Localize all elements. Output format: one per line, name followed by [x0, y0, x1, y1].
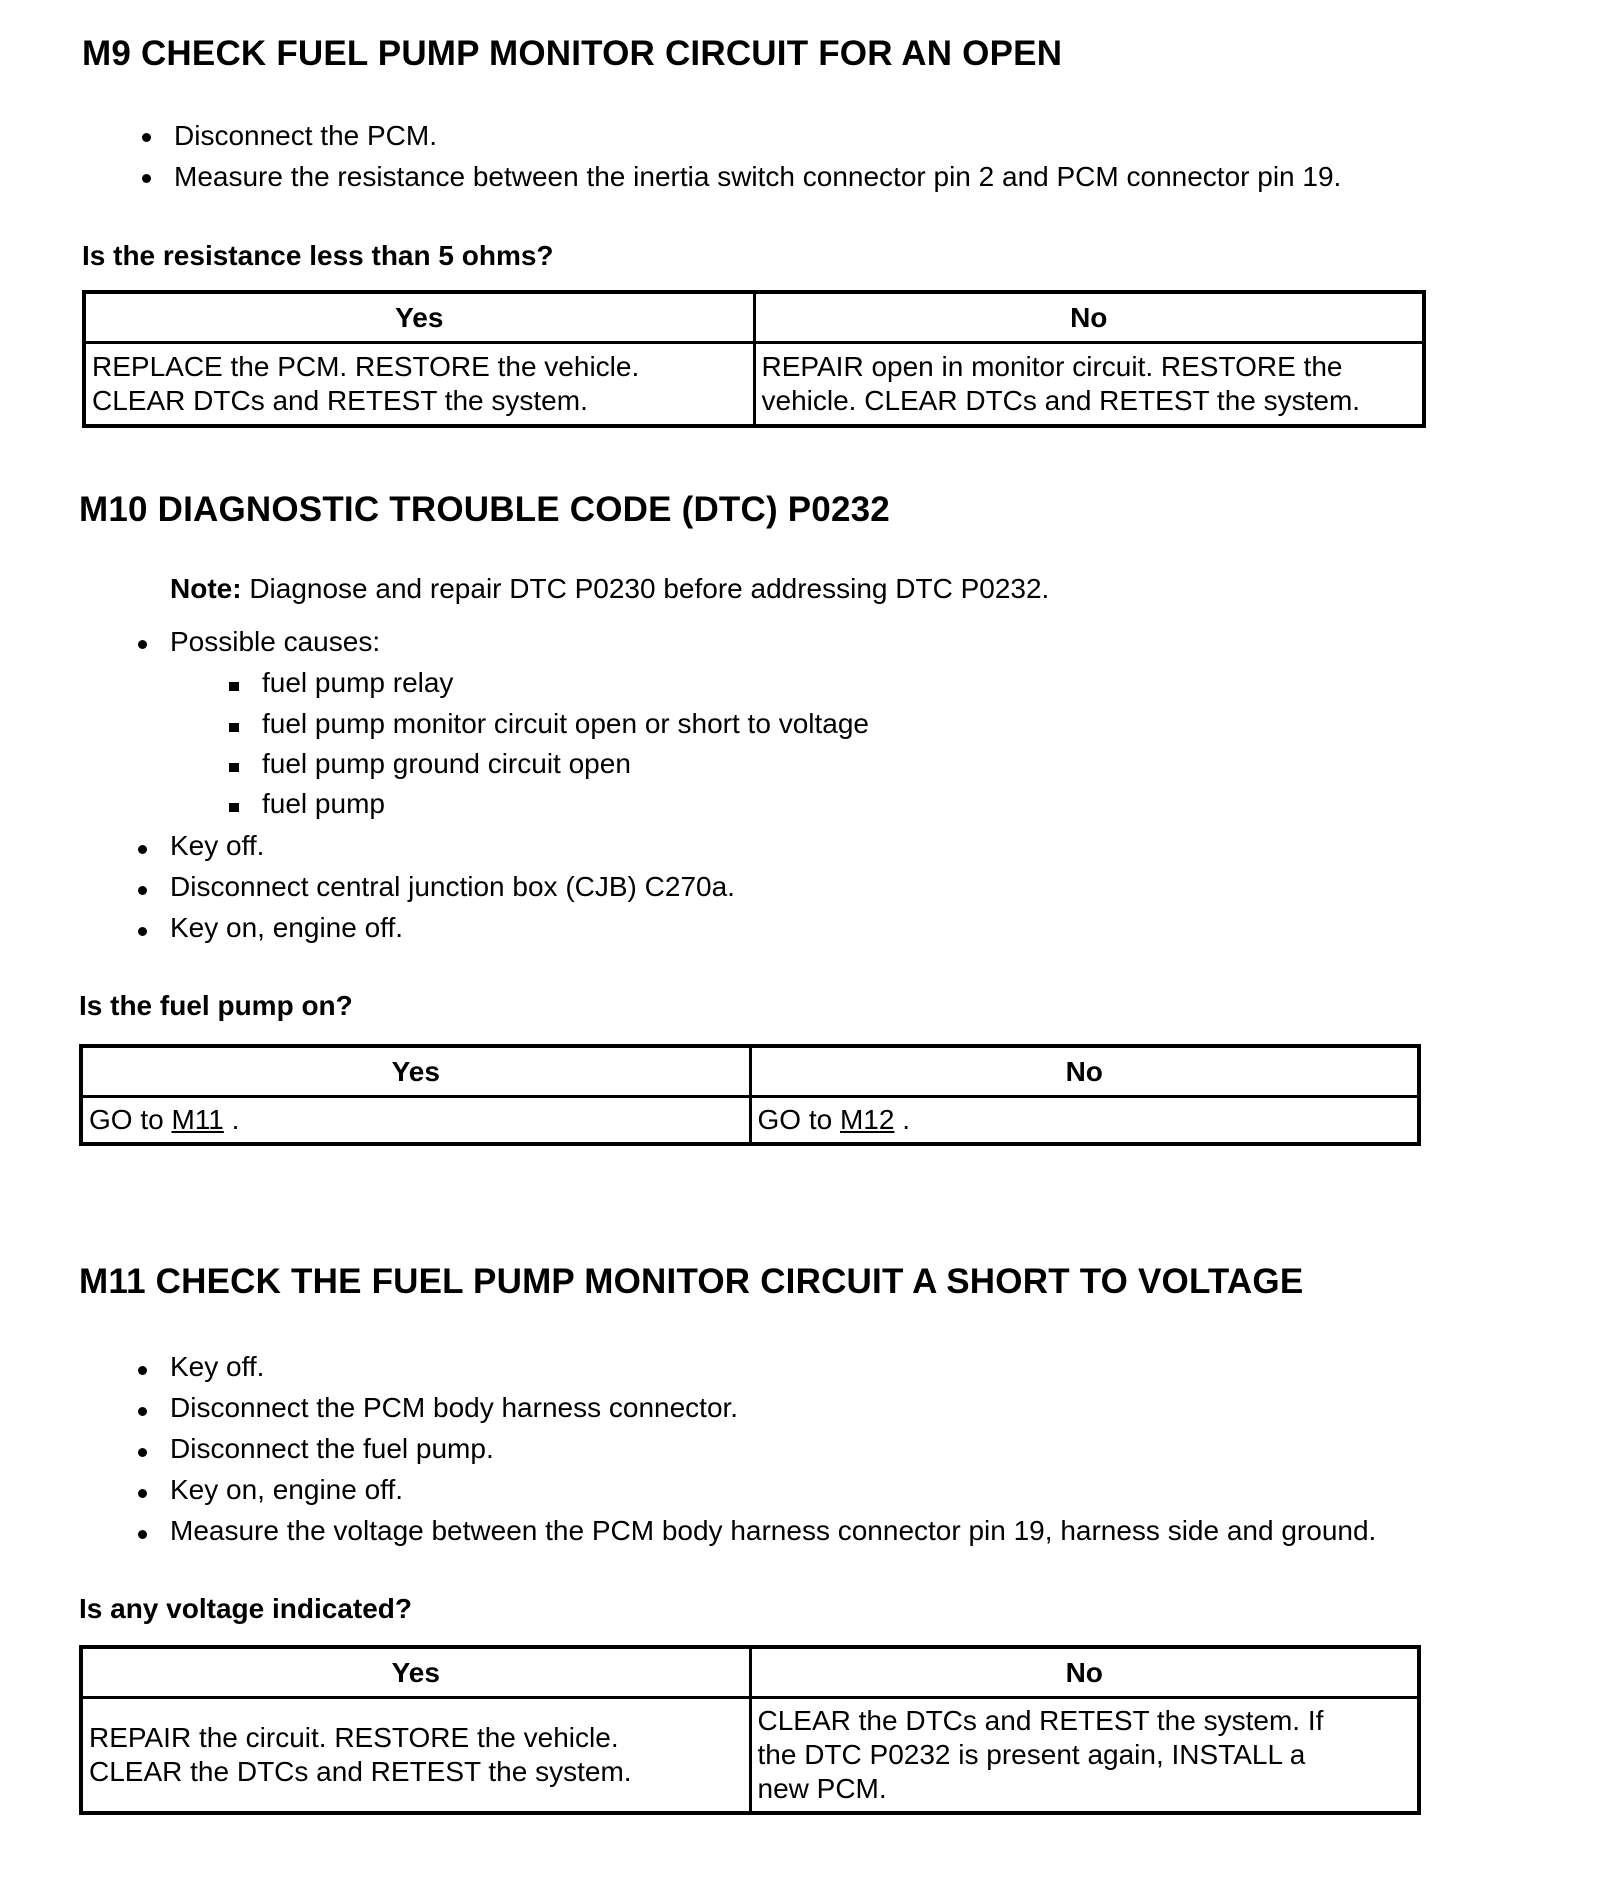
m9-no-header: No — [754, 292, 1424, 343]
m11-question: Is any voltage indicated? — [79, 1593, 412, 1624]
m10-possible-causes: Possible causes: — [170, 626, 381, 657]
m9-question: Is the resistance less than 5 ohms? — [82, 240, 554, 271]
bullet-icon — [138, 1366, 147, 1375]
go-to-text: GO to — [89, 1104, 172, 1135]
m9-step-1: Disconnect the PCM. — [174, 120, 437, 151]
m11-yes-header: Yes — [81, 1647, 750, 1698]
m10-cause-3: fuel pump ground circuit open — [262, 748, 631, 779]
m10-heading: M10 DIAGNOSTIC TROUBLE CODE (DTC) P0232 — [79, 490, 890, 529]
m11-step-1: Key off. — [170, 1351, 265, 1382]
bullet-icon — [138, 927, 147, 936]
bullet-icon — [138, 1489, 147, 1498]
m9-no-line-1: REPAIR open in monitor circuit. RESTORE the — [761, 351, 1343, 382]
m10-no-cell — [750, 1097, 1419, 1145]
period-text: . — [223, 1104, 240, 1135]
m11-step-2: Disconnect the PCM body harness connector. — [170, 1392, 739, 1423]
m9-yes-no-table — [82, 290, 1426, 428]
m10-step-1: Key off. — [170, 830, 265, 861]
m11-step-4: Key on, engine off. — [170, 1474, 403, 1505]
period-text: . — [894, 1104, 910, 1135]
m10-yes-header: Yes — [81, 1046, 750, 1097]
m11-yes-line-2: CLEAR the DTCs and RETEST the system. — [89, 1756, 632, 1787]
m10-yes-no-table — [79, 1044, 1421, 1146]
m9-yes-line-1: REPLACE the PCM. RESTORE the vehicle. — [92, 351, 640, 382]
m10-step-2: Disconnect central junction box (CJB) C270a. — [170, 871, 735, 902]
m11-no-header: No — [750, 1647, 1419, 1698]
link-m11[interactable]: M11 — [171, 1104, 224, 1135]
m11-yes-line-1: REPAIR the circuit. RESTORE the vehicle. — [89, 1722, 619, 1753]
m11-no-cell — [750, 1698, 1419, 1814]
bullet-icon — [138, 1448, 147, 1457]
m10-no-header: No — [750, 1046, 1419, 1097]
note-label: Note: — [170, 573, 242, 604]
bullet-icon — [138, 640, 147, 649]
m10-yes-cell — [81, 1097, 750, 1145]
bullet-icon — [138, 886, 147, 895]
note-text: Diagnose and repair DTC P0230 before addressing DTC P0232. — [241, 573, 1050, 604]
m9-yes-cell — [84, 343, 754, 427]
m11-no-line-2: the DTC P0232 is present again, INSTALL a — [757, 1739, 1306, 1770]
m11-no-line-1: CLEAR the DTCs and RETEST the system. If — [757, 1705, 1324, 1736]
m10-step-3: Key on, engine off. — [170, 912, 403, 943]
m11-step-3: Disconnect the fuel pump. — [170, 1433, 494, 1464]
link-m12[interactable]: M12 — [839, 1104, 895, 1135]
m10-question: Is the fuel pump on? — [79, 990, 353, 1021]
m10-cause-2: fuel pump monitor circuit open or short to voltage — [262, 708, 869, 739]
m11-no-line-3: new PCM. — [757, 1773, 887, 1804]
bullet-icon — [142, 133, 151, 142]
square-bullet-icon — [229, 803, 239, 812]
m11-heading: M11 CHECK THE FUEL PUMP MONITOR CIRCUIT A SHORT TO VOLTAGE — [79, 1262, 1304, 1301]
m9-no-line-2: vehicle. CLEAR DTCs and RETEST the system. — [761, 385, 1361, 416]
m10-cause-1: fuel pump relay — [262, 667, 454, 698]
m11-yes-no-table — [79, 1645, 1421, 1815]
m9-yes-line-2: CLEAR DTCs and RETEST the system. — [92, 385, 588, 416]
square-bullet-icon — [229, 763, 239, 772]
bullet-icon — [138, 1407, 147, 1416]
m10-cause-4: fuel pump — [262, 788, 385, 819]
bullet-icon — [138, 845, 147, 854]
m11-yes-cell — [81, 1698, 750, 1814]
bullet-icon — [142, 174, 151, 183]
go-to-text: GO to — [757, 1104, 840, 1135]
m10-note — [170, 573, 1049, 605]
m9-heading: M9 CHECK FUEL PUMP MONITOR CIRCUIT FOR AN OPEN — [82, 34, 1063, 73]
bullet-icon — [138, 1530, 147, 1539]
m9-step-2: Measure the resistance between the inertia switch connector pin 2 and PCM connector pin 19. — [174, 161, 1342, 192]
m9-no-cell — [754, 343, 1424, 427]
square-bullet-icon — [229, 723, 239, 732]
m11-step-5: Measure the voltage between the PCM body harness connector pin 19, harness side and ground. — [170, 1515, 1377, 1546]
m9-yes-header: Yes — [84, 292, 754, 343]
square-bullet-icon — [229, 682, 239, 691]
